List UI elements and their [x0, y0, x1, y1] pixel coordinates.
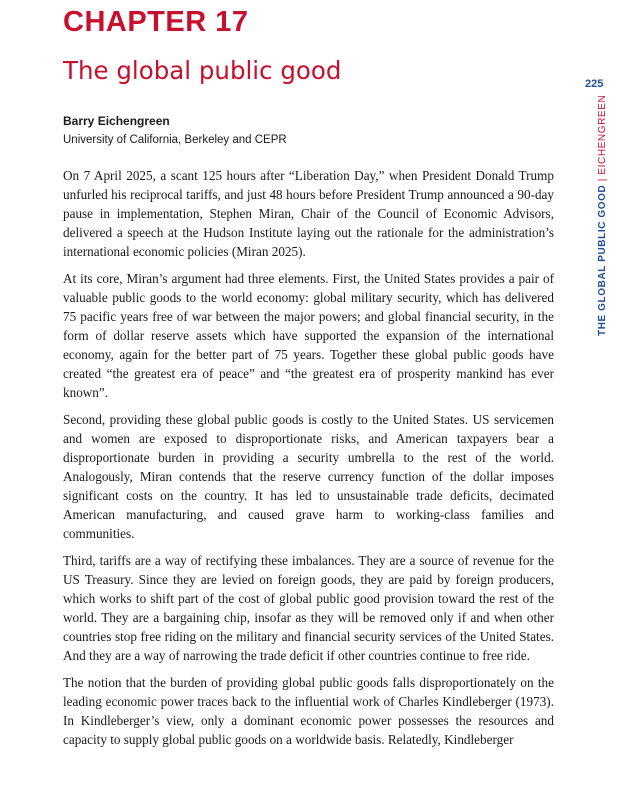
running-head-author: EICHENGREEN — [597, 94, 608, 175]
body-text — [63, 166, 554, 757]
author-affiliation: University of California, Berkeley and CEPR — [63, 134, 287, 146]
running-head-separator: | — [597, 178, 608, 182]
running-head-title: THE GLOBAL PUBLIC GOOD — [597, 184, 608, 336]
chapter-label: CHAPTER 17 — [63, 6, 249, 38]
paragraph: On 7 April 2025, a scant 125 hours after “Liberation Day,” when President Donald Trump unfurled his reciprocal tariffs, and just 48 hours before President Trump announced a 90-day pause in implementation, Stephen Miran, Chair of the Council of Economic Advisors, delivered a speech at the Hudson Institute laying out the rationale for the administration’s international economic policies (Miran 2025). — [63, 168, 554, 259]
paragraph: The notion that the burden of providing global public goods falls disproportionately on the leading economic power traces back to the influential work of Charles Kindleberger (1973). In Kindleberger’s view, only a dominant economic power possesses the resources and capacity to supply global public goods on a worldwide basis. Relatedly, Kindleberger — [63, 675, 554, 747]
paragraph: At its core, Miran’s argument had three elements. First, the United States provides a pair of valuable public goods to the world economy: global military security, which has delivered 75 pacific years free of war between the major powers; and global financial security, in the form of dollar reserve assets which have supported the expansion of the international economy, again for the better part of 75 years. Together these global public goods have created “the greatest era of peace” and “the greatest era of prosperity mankind has ever known”. — [63, 271, 554, 400]
paragraph: Third, tariffs are a way of rectifying these imbalances. They are a source of revenue for the US Treasury. Since they are levied on foreign goods, they are paid by foreign producers, which works to shift part of the cost of global public good provision toward the rest of the world. They are a bargaining chip, insofar as they will be removed only if and when other countries stop free riding on the military and financial security services of the United States. And they are a way of narrowing the trade deficit if other countries continue to free ride. — [63, 553, 554, 663]
author-name: Barry Eichengreen — [63, 114, 170, 128]
chapter-title: The global public good — [63, 56, 342, 85]
paragraph: Second, providing these global public goods is costly to the United States. US servicemen and women are exposed to disproportionate risks, and American taxpayers bear a disproportionate burden in providing a security umbrella to the rest of the world. Analogously, Miran contends that the reserve currency function of the dollar imposes significant costs on the country. It has led to unsustainable trade deficits, decimated American manufacturing, and caused grave harm to working-class families and communities. — [63, 412, 554, 541]
running-head — [597, 95, 608, 336]
page-number: 225 — [585, 78, 604, 90]
